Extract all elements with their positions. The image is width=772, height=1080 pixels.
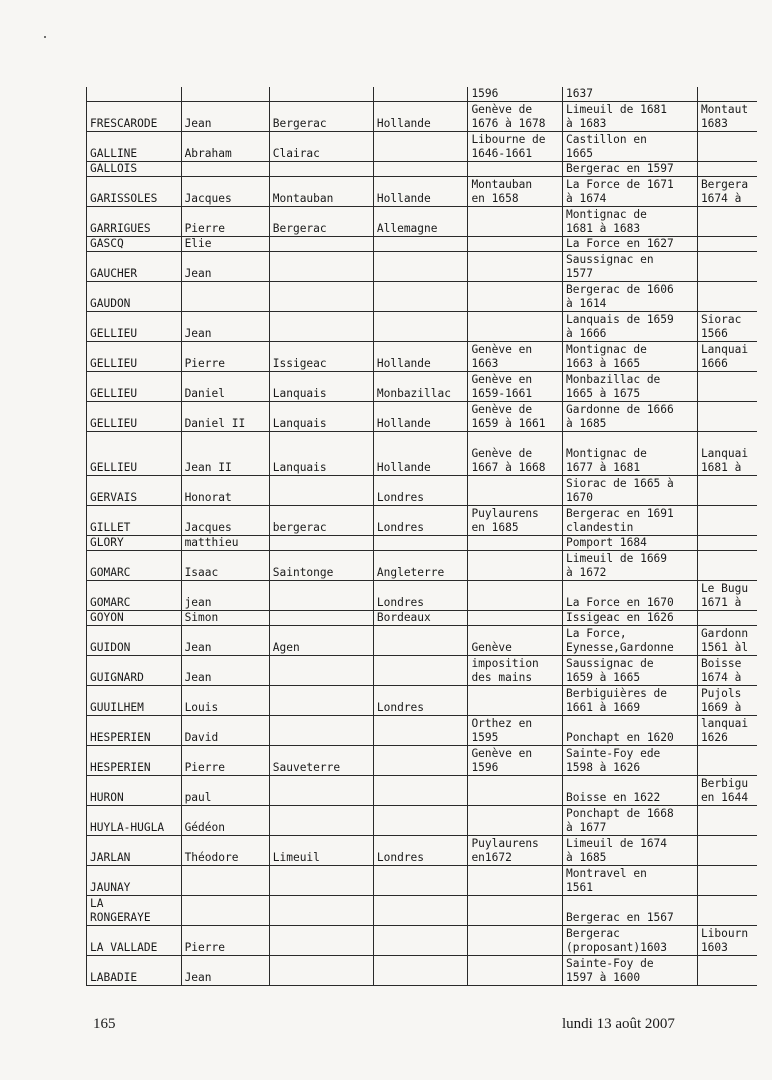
later-ministry-cell <box>697 162 757 177</box>
studies-cell <box>468 581 563 611</box>
surname-cell: GILLET <box>87 506 182 536</box>
table-row <box>87 372 758 402</box>
ministry-cell: Gardonne de 1666 à 1685 <box>563 402 698 432</box>
surname-cell: HESPERIEN <box>87 716 182 746</box>
ministry-cell: Montignac de 1663 à 1665 <box>563 342 698 372</box>
first-name-cell: Jean II <box>181 432 269 476</box>
later-ministry-cell <box>697 207 757 237</box>
refuge-cell <box>373 866 468 896</box>
origin-cell: Lanquais <box>269 432 373 476</box>
table-row <box>87 177 758 207</box>
studies-cell <box>468 282 563 312</box>
origin-cell: Saintonge <box>269 551 373 581</box>
later-ministry-cell: Pujols 1669 à <box>697 686 757 716</box>
ministry-cell: 1637 <box>563 87 698 102</box>
origin-cell: Clairac <box>269 132 373 162</box>
later-ministry-cell <box>697 372 757 402</box>
ministry-cell: Bergerac en 1567 <box>563 896 698 926</box>
later-ministry-cell <box>697 402 757 432</box>
first-name-cell: Jean <box>181 312 269 342</box>
studies-cell <box>468 476 563 506</box>
table-row <box>87 237 758 252</box>
studies-cell: Montauban en 1658 <box>468 177 563 207</box>
origin-cell <box>269 87 373 102</box>
later-ministry-cell <box>697 896 757 926</box>
refuge-cell <box>373 896 468 926</box>
table-row <box>87 806 758 836</box>
table-row <box>87 342 758 372</box>
ministry-cell: Boisse en 1622 <box>563 776 698 806</box>
origin-cell: bergerac <box>269 506 373 536</box>
refuge-cell: Hollande <box>373 102 468 132</box>
ministry-cell: La Force en 1670 <box>563 581 698 611</box>
surname-cell: FRESCARODE <box>87 102 182 132</box>
first-name-cell: Jean <box>181 626 269 656</box>
table-row <box>87 896 758 926</box>
first-name-cell: matthieu <box>181 536 269 551</box>
refuge-cell <box>373 312 468 342</box>
studies-cell: Genève de 1667 à 1668 <box>468 432 563 476</box>
origin-cell <box>269 926 373 956</box>
scan-speck <box>44 36 46 38</box>
surname-cell <box>87 87 182 102</box>
later-ministry-cell: Bergera 1674 à <box>697 177 757 207</box>
later-ministry-cell: Lanquai 1666 <box>697 342 757 372</box>
later-ministry-cell: lanquai 1626 <box>697 716 757 746</box>
later-ministry-cell <box>697 506 757 536</box>
later-ministry-cell <box>697 87 757 102</box>
surname-cell: GOMARC <box>87 581 182 611</box>
origin-cell <box>269 476 373 506</box>
footer-date: lundi 13 août 2007 <box>562 1016 675 1032</box>
first-name-cell: jean <box>181 581 269 611</box>
table-row <box>87 656 758 686</box>
surname-cell: GELLIEU <box>87 312 182 342</box>
ministry-cell: Bergerac en 1597 <box>563 162 698 177</box>
table-row <box>87 956 758 986</box>
surname-cell: GASCQ <box>87 237 182 252</box>
origin-cell <box>269 252 373 282</box>
ministry-cell: Saussignac de 1659 à 1665 <box>563 656 698 686</box>
first-name-cell: Pierre <box>181 207 269 237</box>
ministry-cell: Monbazillac de 1665 à 1675 <box>563 372 698 402</box>
later-ministry-cell <box>697 536 757 551</box>
later-ministry-cell: Boisse 1674 à <box>697 656 757 686</box>
ministry-cell: Siorac de 1665 à 1670 <box>563 476 698 506</box>
refuge-cell <box>373 162 468 177</box>
later-ministry-cell <box>697 611 757 626</box>
studies-cell: Genève <box>468 626 563 656</box>
first-name-cell: Théodore <box>181 836 269 866</box>
studies-cell: 1596 <box>468 87 563 102</box>
table-row <box>87 926 758 956</box>
first-name-cell: Jacques <box>181 177 269 207</box>
origin-cell <box>269 866 373 896</box>
refuge-cell: Allemagne <box>373 207 468 237</box>
refuge-cell: Monbazillac <box>373 372 468 402</box>
first-name-cell: Pierre <box>181 746 269 776</box>
later-ministry-cell <box>697 551 757 581</box>
table-row <box>87 506 758 536</box>
first-name-cell: Jean <box>181 252 269 282</box>
first-name-cell: Gédéon <box>181 806 269 836</box>
table-row <box>87 716 758 746</box>
refuge-cell <box>373 536 468 551</box>
surname-cell: GALLINE <box>87 132 182 162</box>
ministry-cell: Sainte-Foy ede 1598 à 1626 <box>563 746 698 776</box>
first-name-cell: Jean <box>181 956 269 986</box>
table-row <box>87 252 758 282</box>
later-ministry-cell: Siorac 1566 <box>697 312 757 342</box>
later-ministry-cell: Montaut 1683 <box>697 102 757 132</box>
first-name-cell: Pierre <box>181 926 269 956</box>
refuge-cell <box>373 956 468 986</box>
table-row <box>87 611 758 626</box>
surname-cell: HURON <box>87 776 182 806</box>
origin-cell: Issigeac <box>269 342 373 372</box>
studies-cell <box>468 926 563 956</box>
surname-cell: GOMARC <box>87 551 182 581</box>
later-ministry-cell <box>697 956 757 986</box>
origin-cell <box>269 237 373 252</box>
ministry-cell: La Force de 1671 à 1674 <box>563 177 698 207</box>
refuge-cell: Angleterre <box>373 551 468 581</box>
studies-cell <box>468 956 563 986</box>
later-ministry-cell <box>697 746 757 776</box>
ministry-cell: Castillon en 1665 <box>563 132 698 162</box>
studies-cell <box>468 611 563 626</box>
studies-cell <box>468 237 563 252</box>
first-name-cell <box>181 282 269 312</box>
surname-cell: GELLIEU <box>87 432 182 476</box>
table-row <box>87 551 758 581</box>
origin-cell: Lanquais <box>269 372 373 402</box>
refuge-cell: Londres <box>373 686 468 716</box>
origin-cell <box>269 896 373 926</box>
refuge-cell <box>373 132 468 162</box>
refuge-cell <box>373 282 468 312</box>
first-name-cell: Jean <box>181 656 269 686</box>
surname-cell: GELLIEU <box>87 342 182 372</box>
first-name-cell: Simon <box>181 611 269 626</box>
first-name-cell <box>181 87 269 102</box>
studies-cell <box>468 806 563 836</box>
surname-cell: HESPERIEN <box>87 746 182 776</box>
surname-cell: GERVAIS <box>87 476 182 506</box>
origin-cell: Agen <box>269 626 373 656</box>
studies-cell: Genève en 1659-1661 <box>468 372 563 402</box>
studies-cell <box>468 551 563 581</box>
first-name-cell: Isaac <box>181 551 269 581</box>
table-row <box>87 207 758 237</box>
studies-cell: Genève de 1676 à 1678 <box>468 102 563 132</box>
refuge-cell: Londres <box>373 581 468 611</box>
refuge-cell <box>373 716 468 746</box>
surname-cell: JARLAN <box>87 836 182 866</box>
surname-cell: GELLIEU <box>87 372 182 402</box>
refuge-cell <box>373 746 468 776</box>
studies-cell: Orthez en 1595 <box>468 716 563 746</box>
surname-cell: GARISSOLES <box>87 177 182 207</box>
ministry-cell: Bergerac en 1691 clandestin <box>563 506 698 536</box>
studies-cell <box>468 776 563 806</box>
origin-cell <box>269 716 373 746</box>
ministry-cell: Saussignac en 1577 <box>563 252 698 282</box>
ministry-cell: Issigeac en 1626 <box>563 611 698 626</box>
first-name-cell <box>181 896 269 926</box>
table-row <box>87 102 758 132</box>
later-ministry-cell: Lanquai 1681 à <box>697 432 757 476</box>
refuge-cell: Hollande <box>373 342 468 372</box>
studies-cell <box>468 866 563 896</box>
first-name-cell <box>181 866 269 896</box>
later-ministry-cell: Gardonn 1561 àl <box>697 626 757 656</box>
refuge-cell <box>373 237 468 252</box>
first-name-cell: Pierre <box>181 342 269 372</box>
ministry-cell: Ponchapt en 1620 <box>563 716 698 746</box>
studies-cell <box>468 896 563 926</box>
later-ministry-cell <box>697 132 757 162</box>
studies-cell <box>468 162 563 177</box>
origin-cell: Sauveterre <box>269 746 373 776</box>
table-row <box>87 746 758 776</box>
later-ministry-cell <box>697 806 757 836</box>
ministry-cell: Lanquais de 1659 à 1666 <box>563 312 698 342</box>
surname-cell: GLORY <box>87 536 182 551</box>
first-name-cell: Elie <box>181 237 269 252</box>
ministry-cell: Bergerac (proposant)1603 <box>563 926 698 956</box>
origin-cell <box>269 282 373 312</box>
surname-cell: LA RONGERAYE <box>87 896 182 926</box>
table-row <box>87 626 758 656</box>
later-ministry-cell <box>697 282 757 312</box>
refuge-cell <box>373 252 468 282</box>
studies-cell <box>468 536 563 551</box>
later-ministry-cell <box>697 836 757 866</box>
table-row <box>87 282 758 312</box>
later-ministry-cell: Berbigu en 1644 <box>697 776 757 806</box>
refuge-cell: Londres <box>373 476 468 506</box>
studies-cell: imposition des mains <box>468 656 563 686</box>
surname-cell: LA VALLADE <box>87 926 182 956</box>
surname-cell: GOYON <box>87 611 182 626</box>
ministry-cell: Montravel en 1561 <box>563 866 698 896</box>
later-ministry-cell <box>697 237 757 252</box>
ministry-cell: Limeuil de 1674 à 1685 <box>563 836 698 866</box>
studies-cell <box>468 207 563 237</box>
table-head-row <box>87 87 758 102</box>
refuge-cell <box>373 926 468 956</box>
first-name-cell: Honorat <box>181 476 269 506</box>
origin-cell: Montauban <box>269 177 373 207</box>
origin-cell <box>269 162 373 177</box>
ministry-cell: La Force en 1627 <box>563 237 698 252</box>
first-name-cell: Abraham <box>181 132 269 162</box>
table-row <box>87 581 758 611</box>
ministry-cell: Ponchapt de 1668 à 1677 <box>563 806 698 836</box>
studies-cell <box>468 252 563 282</box>
refuge-cell <box>373 656 468 686</box>
studies-cell <box>468 312 563 342</box>
refuge-cell <box>373 776 468 806</box>
table-row <box>87 686 758 716</box>
refuge-cell: Hollande <box>373 432 468 476</box>
surname-cell: GALLOIS <box>87 162 182 177</box>
later-ministry-cell <box>697 476 757 506</box>
surname-cell: GUIGNARD <box>87 656 182 686</box>
studies-cell: Genève de 1659 à 1661 <box>468 402 563 432</box>
first-name-cell: Daniel II <box>181 402 269 432</box>
ministry-cell: Limeuil de 1669 à 1672 <box>563 551 698 581</box>
refuge-cell: Hollande <box>373 177 468 207</box>
later-ministry-cell: Libourn 1603 <box>697 926 757 956</box>
first-name-cell: paul <box>181 776 269 806</box>
ministry-cell: Sainte-Foy de 1597 à 1600 <box>563 956 698 986</box>
origin-cell <box>269 536 373 551</box>
ministry-cell: Limeuil de 1681 à 1683 <box>563 102 698 132</box>
first-name-cell: Daniel <box>181 372 269 402</box>
studies-cell: Genève en 1663 <box>468 342 563 372</box>
first-name-cell <box>181 162 269 177</box>
origin-cell <box>269 806 373 836</box>
refuge-cell: Hollande <box>373 402 468 432</box>
table-row <box>87 836 758 866</box>
origin-cell <box>269 611 373 626</box>
table-row <box>87 776 758 806</box>
first-name-cell: Jean <box>181 102 269 132</box>
refuge-cell <box>373 806 468 836</box>
later-ministry-cell <box>697 252 757 282</box>
studies-cell <box>468 686 563 716</box>
table-row <box>87 866 758 896</box>
ministry-cell: Berbiguières de 1661 à 1669 <box>563 686 698 716</box>
ministry-cell: La Force, Eynesse,Gardonne <box>563 626 698 656</box>
surname-cell: GELLIEU <box>87 402 182 432</box>
ministry-cell: Montignac de 1681 à 1683 <box>563 207 698 237</box>
studies-cell: Libourne de 1646-1661 <box>468 132 563 162</box>
refuge-cell: Londres <box>373 506 468 536</box>
origin-cell: Bergerac <box>269 102 373 132</box>
origin-cell <box>269 686 373 716</box>
refuge-cell <box>373 626 468 656</box>
table-row <box>87 536 758 551</box>
later-ministry-cell <box>697 866 757 896</box>
surname-cell: GARRIGUES <box>87 207 182 237</box>
table-row <box>87 432 758 476</box>
origin-cell <box>269 312 373 342</box>
surname-cell: HUYLA-HUGLA <box>87 806 182 836</box>
table-row <box>87 132 758 162</box>
origin-cell: Lanquais <box>269 402 373 432</box>
studies-cell: Puylaurens en1672 <box>468 836 563 866</box>
surname-cell: LABADIE <box>87 956 182 986</box>
origin-cell: Limeuil <box>269 836 373 866</box>
studies-cell: Puylaurens en 1685 <box>468 506 563 536</box>
table-row <box>87 402 758 432</box>
first-name-cell: Jacques <box>181 506 269 536</box>
surname-cell: GAUCHER <box>87 252 182 282</box>
refuge-cell: Londres <box>373 836 468 866</box>
table-row <box>87 312 758 342</box>
origin-cell: Bergerac <box>269 207 373 237</box>
origin-cell <box>269 956 373 986</box>
first-name-cell: David <box>181 716 269 746</box>
surname-cell: GUIDON <box>87 626 182 656</box>
surname-cell: GUUILHEM <box>87 686 182 716</box>
refuge-cell <box>373 87 468 102</box>
first-name-cell: Louis <box>181 686 269 716</box>
pastor-register-table <box>86 87 757 986</box>
later-ministry-cell: Le Bugu 1671 à <box>697 581 757 611</box>
origin-cell <box>269 656 373 686</box>
ministry-cell: Montignac de 1677 à 1681 <box>563 432 698 476</box>
page-number: 165 <box>93 1016 116 1032</box>
studies-cell: Genève en 1596 <box>468 746 563 776</box>
table-row <box>87 162 758 177</box>
ministry-cell: Bergerac de 1606 à 1614 <box>563 282 698 312</box>
table-row <box>87 476 758 506</box>
surname-cell: JAUNAY <box>87 866 182 896</box>
refuge-cell: Bordeaux <box>373 611 468 626</box>
origin-cell <box>269 776 373 806</box>
ministry-cell: Pomport 1684 <box>563 536 698 551</box>
origin-cell <box>269 581 373 611</box>
surname-cell: GAUDON <box>87 282 182 312</box>
